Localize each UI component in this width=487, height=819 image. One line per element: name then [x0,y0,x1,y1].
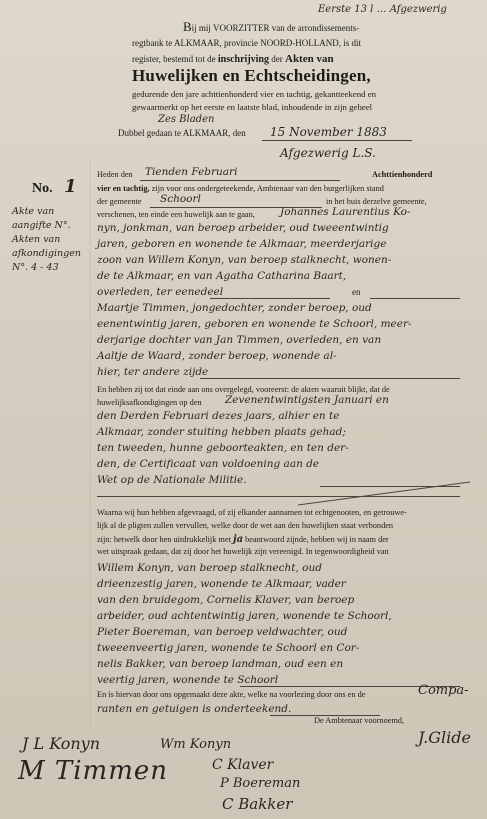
gemeente-handwritten: Schoorl [160,193,201,205]
act-number-value: 1 [64,176,77,197]
groom-line-3: jaren, geboren en wonende te Alkmaar, meerderjarige [97,238,387,250]
closing-1-handwritten: Compa- [418,683,469,698]
proclamation-line-4: ten tweeden, hunne geboorteakten, en ten der- [97,442,349,454]
witness-line-8: veertig jaren, wonende te Schoorl [97,674,279,686]
header-pages-handwritten: Zes Bladen [158,114,215,125]
huis-derzelve: in het huis derzelve gemeente, [326,197,427,206]
bride-line-2: eenentwintig jaren, geboren en wonende te Schoorl, meer- [97,318,412,330]
waarna-4: wet uitspraak gedaan, dat zij door het huwelijk zijn vereenigd. In tegenwoordigheid van [97,547,389,556]
witness-line-3: van den bruidegom, Cornelis Klaver, van beroep [97,594,355,606]
header-line-3d: Akten van [285,53,334,65]
bride-line-3: derjarige dochter van Jan Timmen, overleden, en van [97,334,382,346]
waarna-2: lijk al de pligten zullen vervullen, welke door de wet aan den huwelijken staat verbonden [97,521,394,530]
achttienhonderd: Achttienhonderd [372,170,433,179]
header-line-3a: register, bestemd tot de [132,54,216,64]
waarna-1: Waarna wij hun hebben afgevraagd, of zij elkander aannamen tot echtgenooten, en getrouwe- [97,508,407,517]
ambtenaar-signature: J.Glide [418,728,471,747]
header-line-7: Dubbel gedaan te ALKMAAR, den [118,128,246,138]
proclamation-print-2: huwelijksafkondigingen op den [97,398,202,407]
waarna-3c: beantwoord zijnde, hebben wij in naam der [245,535,389,544]
witness-line-5: Pieter Boereman, van beroep veldwachter, oud [97,626,348,638]
proclamation-print-1: En hebben zij tot dat einde aan ons overgelegd, vooreerst: de akten waaruit blijkt, dat de [97,385,390,394]
witness-line-4: arbeider, oud achtentwintig jaren, wonende te Schoorl, [97,610,392,622]
bride-line-4: Aaltje de Waard, zonder beroep, wonende al- [97,350,337,362]
signature-groom: J L Konyn [22,734,101,753]
header-line-3b: inschrijving [217,54,269,65]
groom-line-5: de te Alkmaar, en van Agatha Catharina Baart, [97,270,347,282]
act-date-handwritten: Tienden Februari [145,166,238,178]
header-date-handwritten: 15 November 1883 [270,125,387,139]
header-line-6: gewaarmerkt op het eerste en laatste blad, inhoudende in zijn geheel [132,102,373,112]
margin-note-3: N°. 4 - 43 [12,262,59,273]
header-line-5: gedurende den jare achttienhonderd vier en tachtig, gekantteekend en [132,89,377,99]
voor-ons: zijn voor ons ondergeteekende, Ambtenaar van den burgerlijken stand [151,184,384,193]
proclamation-line-3: Alkmaar, zonder stuiting hebben plaats gehad; [97,426,346,438]
signature-bakker: C Bakker [222,795,293,813]
signature-klaver: C Klaver [212,757,274,773]
closing-1: En is hiervan door ons opgemaakt deze akte, welke na voorlezing door ons en de [97,690,366,699]
header-line-2: regtbank te ALKMAAR, provincie NOORD-HOLLAND, is dit [132,38,361,48]
proclamation-line-2: den Derden Februari dezes jaars, alhier en te [97,410,340,422]
signature-willem: Wm Konyn [160,737,232,752]
witness-line-2: drieenzestig jaren, wonende te Alkmaar, vader [97,578,346,590]
proclamation-line-6: Wet op de Nationale Militie. [97,474,247,486]
margin-note-1: Akte van aangifte N°. [12,206,71,231]
header-drop-initial: B [183,19,192,34]
header-line-3c: der [271,54,283,64]
groom-line-1: Johannes Laurentius Ko- [280,206,411,218]
groom-line-2: nyn, jonkman, van beroep arbeider, oud tweeentwintig [97,222,389,234]
heden-den: Heden den [97,170,133,179]
en-connector: en [352,287,361,297]
witness-line-1: Willem Konyn, van beroep stalknecht, oud [97,562,322,574]
waarna-3b: ja [232,534,244,545]
witness-line-7: nelis Bakker, van beroep landman, oud een en [97,658,344,670]
proclamation-line-1: Zevenentwintigsten Januari en [225,394,389,406]
verschenen: verschenen, ten einde een huwelijk aan te gaan, [97,210,255,219]
signature-bride: M Timmen [18,756,168,786]
header-signature: Afgezwerig L.S. [280,146,376,160]
vier-en-tachtig: vier en tachtig, [97,184,150,193]
act-number-prefix: No. [32,181,53,196]
witness-line-6: tweeenveertig jaren, wonende te Schoorl en Cor- [97,642,360,654]
top-right-note: Eerste 13 l … Afgezwerig [318,4,447,15]
ambtenaar-label: De Ambtenaar voornoemd, [314,716,405,725]
bride-line-1: Maartje Timmen, jongedochter, zonder beroep, oud [97,302,372,314]
proclamation-line-5: den, de Certificaat van voldoening aan de [97,458,320,470]
der-gemeente: der gemeente [97,197,142,206]
header-title: Huwelijken en Echtscheidingen, [132,66,371,85]
closing-2-handwritten: ranten en getuigen is onderteekend. [97,703,292,715]
waarna-3a: zijn: hetwelk door hen uitdrukkelijk met [97,535,231,544]
bride-line-5: hier, ter andere zijde [97,366,209,378]
signature-boereman: P Boereman [220,776,301,791]
header-line-1-text: ij mij VOORZITTER van de arrondissements- [191,23,360,33]
groom-line-4: zoon van Willem Konyn, van beroep stalknecht, wonen- [97,254,392,266]
margin-note-2: Akten van afkondigingen [12,234,81,259]
groom-line-6: overleden, ter eenedeel [97,286,224,298]
